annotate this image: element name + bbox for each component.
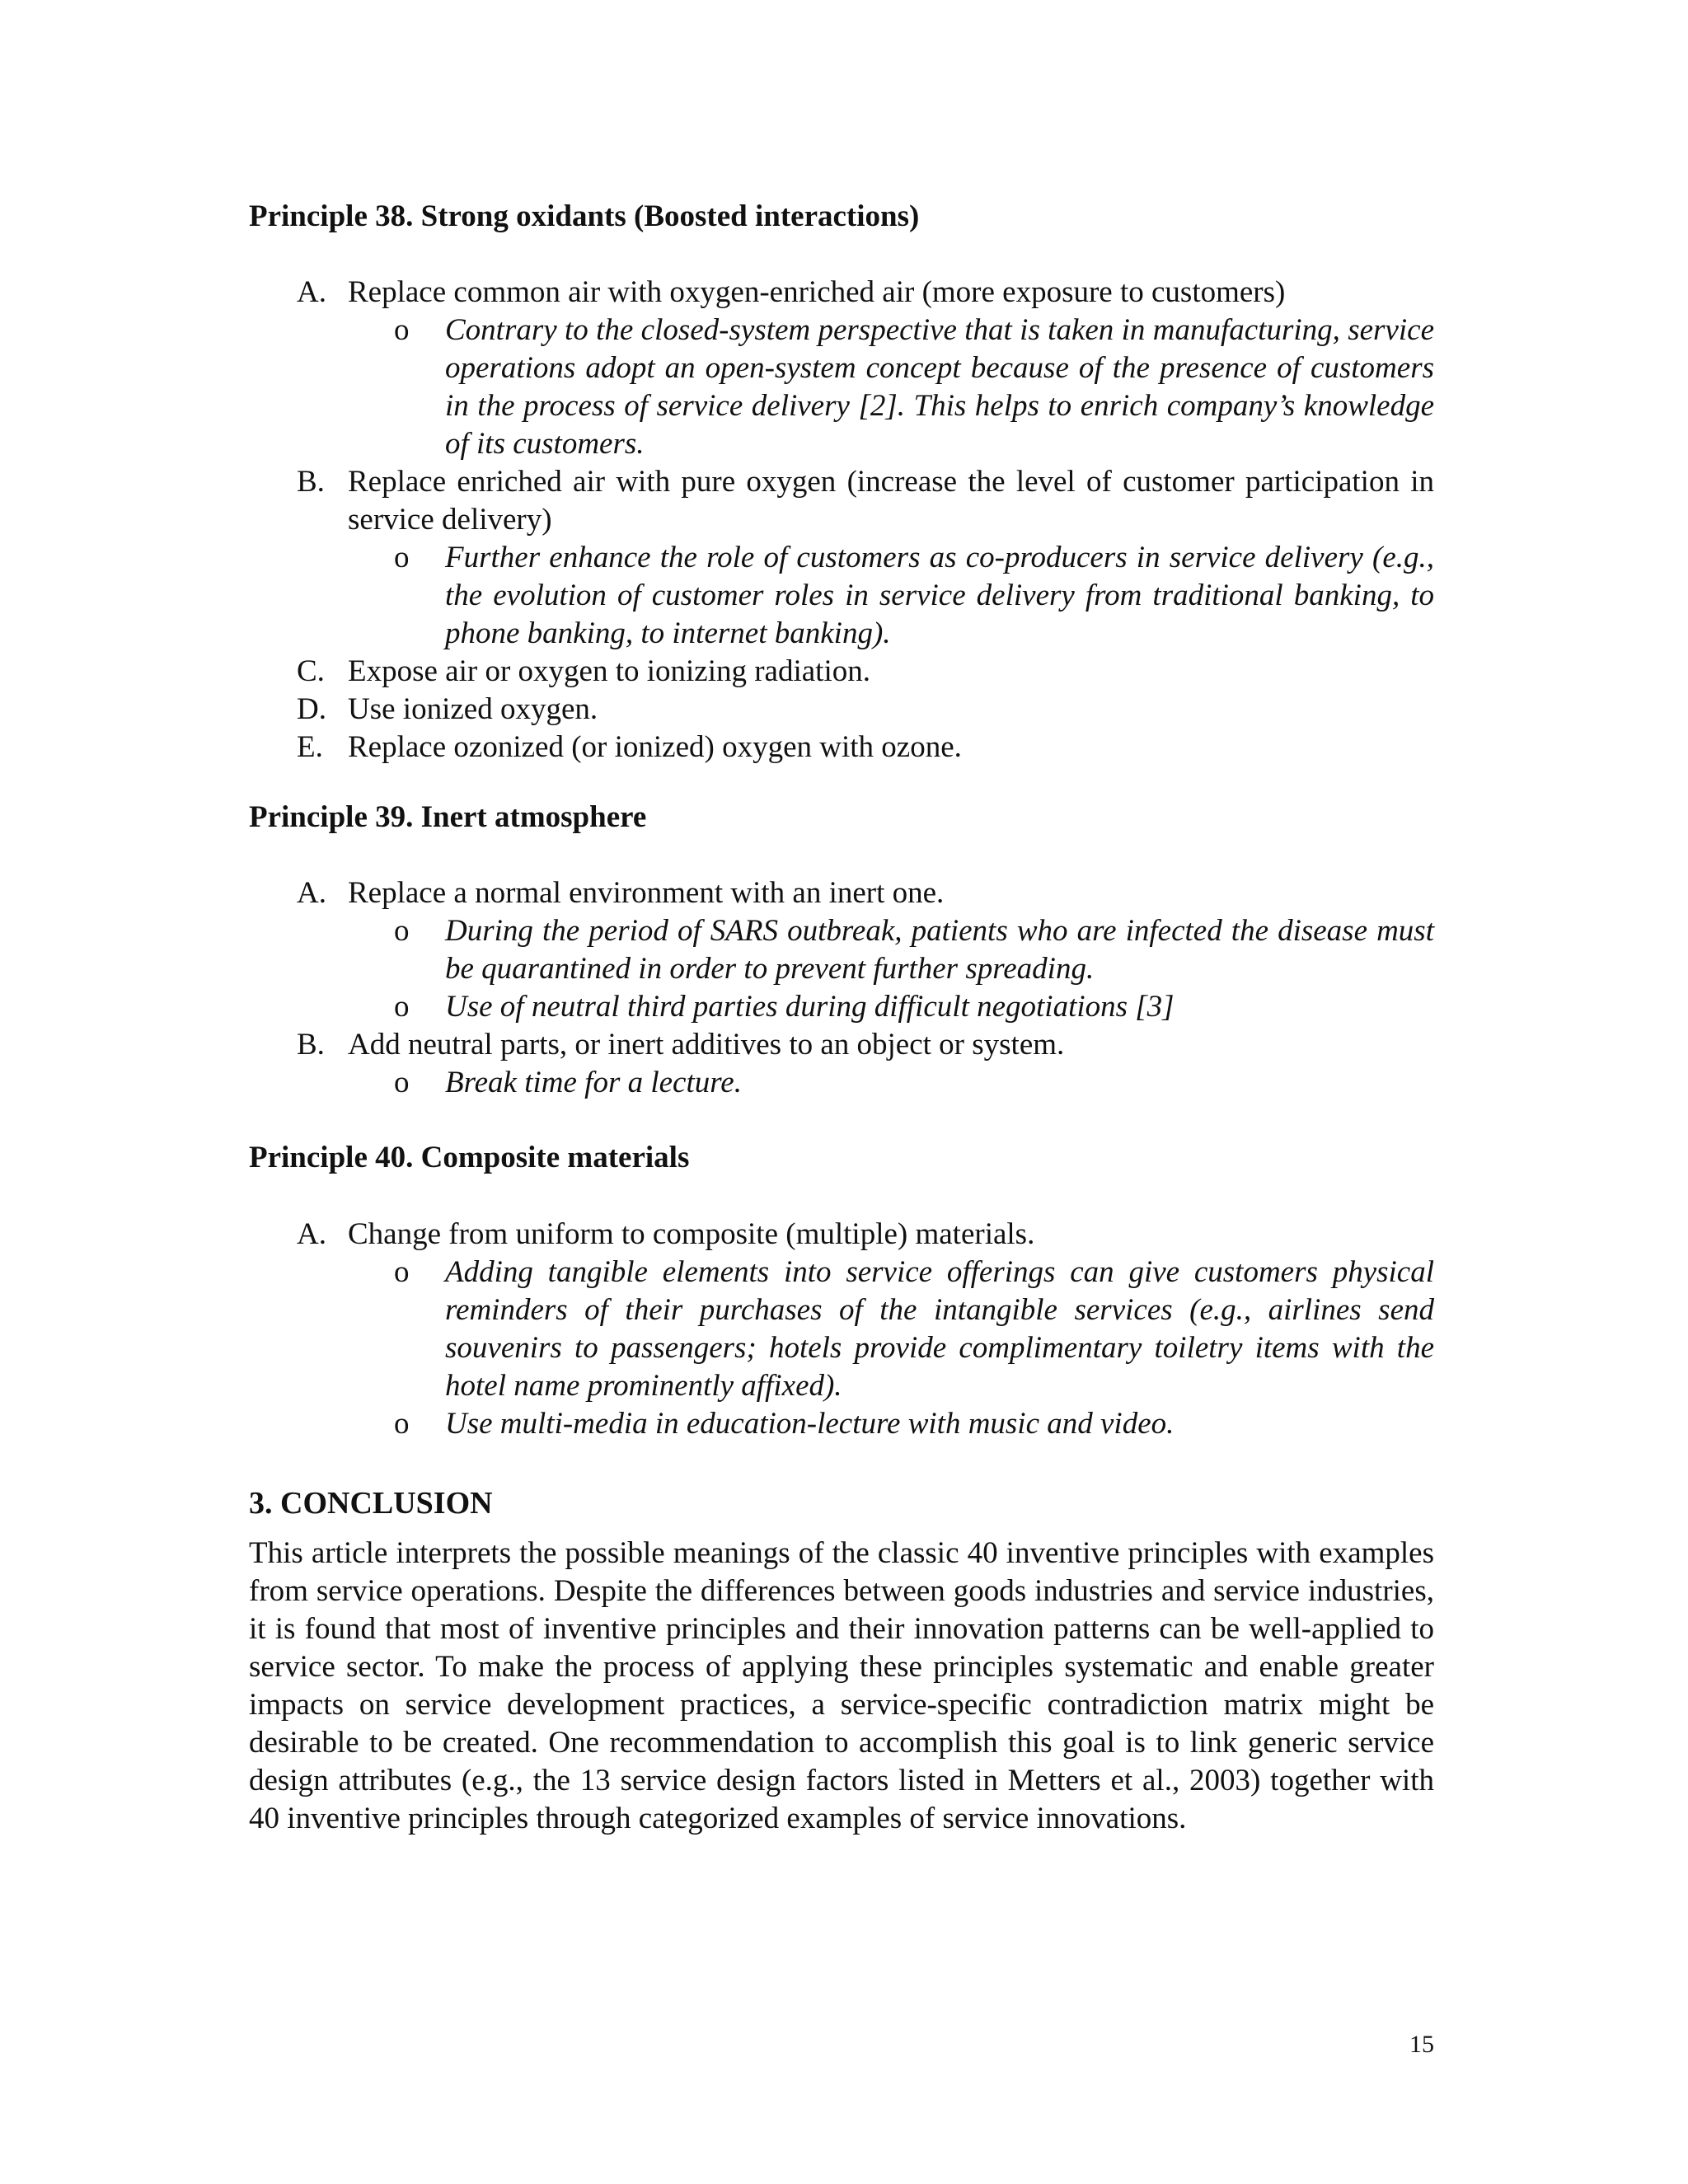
item-text: Replace a normal environment with an inert one. — [348, 876, 945, 910]
principle-40-item-a — [297, 1216, 1434, 1254]
example-text: Contrary to the closed-system perspective that is taken in manufacturing, service operations adopt an open-system concept because of the presence of customers in the process of service delivery [2]. This helps to enrich company’s knowledge of its customers. — [445, 313, 1434, 461]
bullet-icon: o — [394, 1407, 410, 1441]
item-letter: B. — [297, 465, 325, 499]
example-text: During the period of SARS outbreak, patients who are infected the disease must be quarantined in order to prevent further spreading. — [445, 914, 1434, 986]
bullet-icon: o — [394, 1255, 410, 1289]
page-number: 15 — [1409, 2031, 1434, 2058]
principle-40-example-1 — [394, 1254, 1434, 1405]
item-text: Replace common air with oxygen-enriched air (more exposure to customers) — [348, 275, 1286, 309]
conclusion-paragraph: This article interprets the possible meanings of the classic 40 inventive principles with examples from service operations. Despite the differences between goods industries and service industries, it is found that most of inventive principles and their innovation patterns can be well-applied to service sector. To make the process of applying these principles systematic and enable greater impacts on service development practices, a service-specific contradiction matrix might be desirable to be created. One recommendation to accomplish this goal is to link generic service design attributes (e.g., the 13 service design factors listed in Metters et al., 2003) together with 40 inventive principles through categorized examples of service innovations. — [249, 1536, 1434, 1835]
principle-38-item-d — [297, 691, 1434, 729]
principle-38-item-b — [297, 463, 1434, 539]
item-letter: D. — [297, 692, 326, 726]
example-text: Break time for a lecture. — [445, 1066, 742, 1099]
principle-40-heading: Principle 40. Composite materials — [249, 1141, 690, 1174]
item-text: Replace enriched air with pure oxygen (increase the level of customer participation in service delivery) — [348, 465, 1434, 537]
principle-40-example-2 — [394, 1405, 1434, 1443]
item-letter: A. — [297, 1217, 326, 1251]
bullet-icon: o — [394, 990, 410, 1024]
principle-39-heading: Principle 39. Inert atmosphere — [249, 800, 647, 834]
principle-39-example-2 — [394, 988, 1434, 1026]
bullet-icon: o — [394, 313, 410, 347]
item-text: Change from uniform to composite (multiple) materials. — [348, 1217, 1035, 1251]
item-letter: E. — [297, 730, 323, 764]
principle-39-item-b — [297, 1026, 1434, 1064]
principle-39-item-a — [297, 874, 1434, 912]
bullet-icon: o — [394, 541, 410, 574]
principle-39-example-1 — [394, 912, 1434, 988]
item-letter: A. — [297, 275, 326, 309]
principle-38-item-a — [297, 274, 1434, 312]
principle-38-example-1 — [394, 312, 1434, 463]
principle-38-item-c — [297, 653, 1434, 691]
item-text: Replace ozonized (or ionized) oxygen with ozone. — [348, 730, 962, 764]
item-text: Expose air or oxygen to ionizing radiation. — [348, 654, 870, 688]
item-letter: C. — [297, 654, 325, 688]
bullet-icon: o — [394, 1066, 410, 1099]
item-letter: B. — [297, 1028, 325, 1062]
principle-38-item-e — [297, 729, 1434, 766]
principle-38-example-2 — [394, 539, 1434, 653]
example-text: Use of neutral third parties during difficult negotiations [3] — [445, 990, 1175, 1024]
item-letter: A. — [297, 876, 326, 910]
principle-39-example-3 — [394, 1064, 1434, 1102]
conclusion-heading: 3. CONCLUSION — [249, 1486, 493, 1521]
item-text: Add neutral parts, or inert additives to an object or system. — [348, 1028, 1065, 1062]
item-text: Use ionized oxygen. — [348, 692, 598, 726]
example-text: Adding tangible elements into service offerings can give customers physical reminders of their purchases of the intangible services (e.g., airlines send souvenirs to passengers; hotels provide complimentary toiletry items with the hotel name prominently affixed). — [445, 1255, 1434, 1403]
principle-38-heading: Principle 38. Strong oxidants (Boosted interactions) — [249, 199, 920, 233]
example-text: Use multi-media in education-lecture with music and video. — [445, 1407, 1175, 1441]
bullet-icon: o — [394, 914, 410, 948]
example-text: Further enhance the role of customers as co-producers in service delivery (e.g., the evolution of customer roles in service delivery from traditional banking, to phone banking, to internet banking). — [445, 541, 1434, 650]
